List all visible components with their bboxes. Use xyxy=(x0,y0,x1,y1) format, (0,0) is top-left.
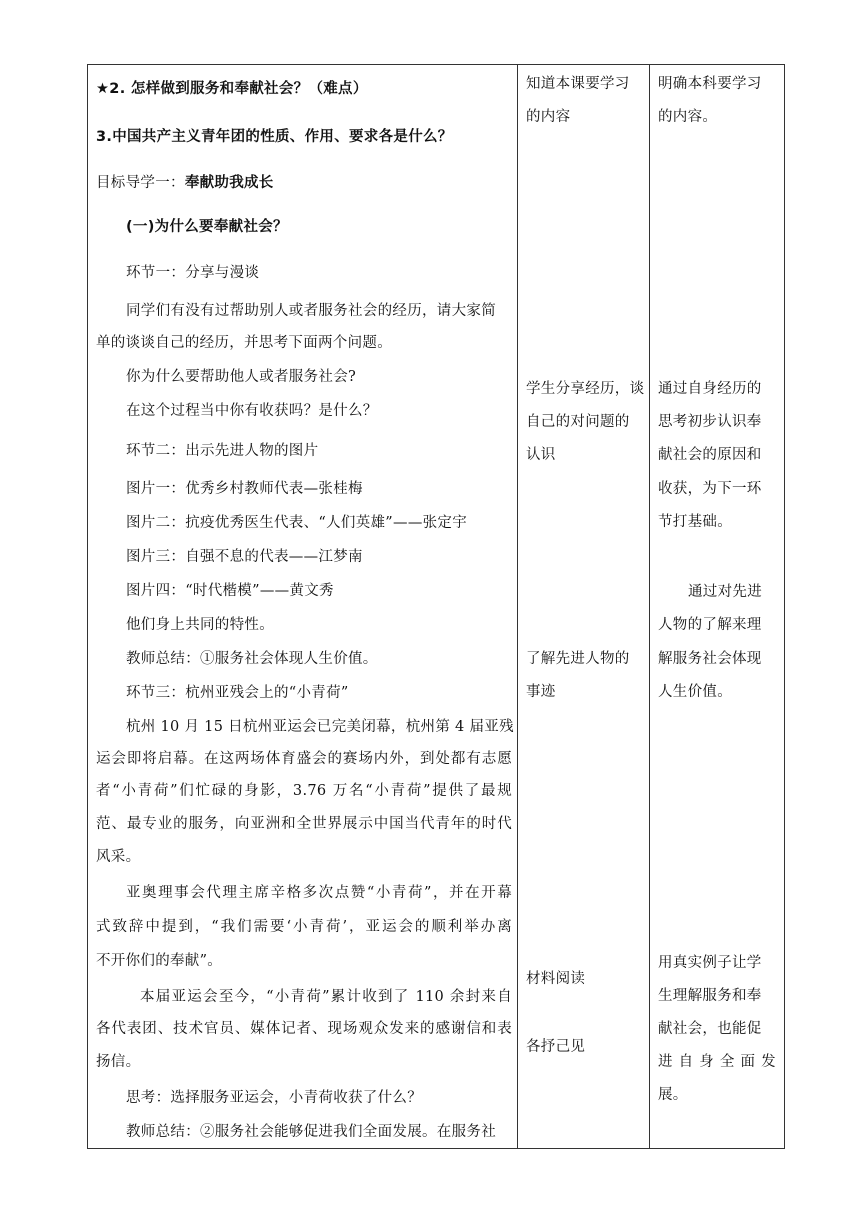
step-2-heading: 环节二：出示先进人物的图片 xyxy=(126,443,319,459)
activity-text: 事迹 xyxy=(526,684,556,700)
intent-text: 的内容。 xyxy=(658,109,718,125)
intent-text: 通过自身经历的 xyxy=(658,381,762,397)
picture-3-caption: 图片三：自强不息的代表——江梦南 xyxy=(126,549,363,565)
think-question: 思考：选择服务亚运会，小青荷收获了什么？ xyxy=(126,1090,422,1106)
picture-1-caption: 图片一：优秀乡村教师代表—张桂梅 xyxy=(126,481,363,497)
paragraph-line: 扬信。 xyxy=(96,1054,141,1070)
target-heading xyxy=(96,173,274,193)
student-activity-column xyxy=(518,65,649,1148)
intent-text: 节打基础。 xyxy=(658,514,732,530)
target-title: 奉献助我成长 xyxy=(184,175,274,191)
intent-text: 献社会，也能促 xyxy=(658,1021,762,1037)
picture-2-caption: 图片二：抗疫优秀医生代表、“人们英雄”——张定宇 xyxy=(126,515,468,531)
paragraph-line: 不开你们的奉献”。 xyxy=(96,953,223,969)
activity-text: 材料阅读 xyxy=(526,971,586,987)
paragraph-line: 各代表团、技术官员、媒体记者、现场观众发来的感谢信和表 xyxy=(96,1021,512,1037)
picture-4-caption: 图片四：“时代楷模”——黄文秀 xyxy=(126,583,334,599)
step-1-heading: 环节一：分享与漫谈 xyxy=(126,265,260,281)
learning-goal-3: 3.中国共产主义青年团的性质、作用、要求各是什么？ xyxy=(96,129,453,145)
intent-text: 用真实例子让学 xyxy=(658,955,762,971)
activity-text: 学生分享经历，谈 xyxy=(526,381,645,397)
activity-text: 了解先进人物的 xyxy=(526,651,630,667)
step-3-heading: 环节三：杭州亚残会上的“小青荷” xyxy=(126,685,349,701)
intent-text: 解服务社会体现 xyxy=(658,651,762,667)
intent-text: 明确本科要学习 xyxy=(658,76,762,92)
activity-text: 的内容 xyxy=(526,109,571,125)
activity-text: 知道本课要学习 xyxy=(526,76,630,92)
teacher-summary-1: 教师总结：①服务社会体现人生价值。 xyxy=(126,651,378,667)
lesson-plan-table xyxy=(87,64,785,1149)
paragraph-line: 杭州 10 月 15 日杭州亚运会已完美闭幕，杭州第 4 届亚残 xyxy=(126,719,514,735)
target-label: 目标导学一： xyxy=(96,175,185,191)
intent-text: 收获，为下一环 xyxy=(658,481,762,497)
intent-text: 思考初步认识奉 xyxy=(658,414,762,430)
paragraph-line: 单的谈谈自己的经历，并思考下面两个问题。 xyxy=(96,335,392,351)
paragraph-line: 同学们有没有过帮助别人或者服务社会的经历，请大家简 xyxy=(126,303,496,319)
intent-text: 献社会的原因和 xyxy=(658,447,762,463)
teaching-content-column xyxy=(88,65,517,1148)
common-traits-text: 他们身上共同的特性。 xyxy=(126,617,274,633)
paragraph-line: 亚奥理事会代理主席辛格多次点赞“小青荷”，并在开幕 xyxy=(126,885,512,901)
learning-goal-2: ★2. 怎样做到服务和奉献社会？（难点） xyxy=(96,81,368,97)
activity-text: 自己的对问题的 xyxy=(526,414,630,430)
design-intent-column xyxy=(650,65,786,1148)
paragraph-line: 式致辞中提到，“我们需要‘小青荷’，亚运会的顺利举办离 xyxy=(96,919,512,935)
intent-text: 人物的了解来理 xyxy=(658,617,762,633)
question-2: 在这个过程当中你有收获吗？是什么？ xyxy=(126,403,378,419)
intent-text: 通过对先进 xyxy=(688,584,762,600)
paragraph-line: 范、最专业的服务，向亚洲和全世界展示中国当代青年的时代 xyxy=(96,816,512,832)
intent-text: 进自身全面发 xyxy=(658,1054,776,1070)
intent-text: 人生价值。 xyxy=(658,684,732,700)
paragraph-line: 风采。 xyxy=(96,849,141,865)
activity-text: 各抒己见 xyxy=(526,1039,586,1055)
activity-text: 认识 xyxy=(526,447,556,463)
intent-text: 展。 xyxy=(658,1087,688,1103)
intent-text: 生理解服务和奉 xyxy=(658,988,762,1004)
question-1: 你为什么要帮助他人或者服务社会? xyxy=(126,369,357,385)
paragraph-line: 者“小青荷”们忙碌的身影，3.76 万名“小青荷”提供了最规 xyxy=(96,783,512,799)
paragraph-line: 运会即将启幕。在这两场体育盛会的赛场内外，到处都有志愿 xyxy=(96,751,512,767)
paragraph-line: 本届亚运会至今，“小青荷”累计收到了 110 余封来自 xyxy=(140,989,512,1005)
section-heading: (一)为什么要奉献社会？ xyxy=(126,219,288,235)
teacher-summary-2: 教师总结：②服务社会能够促进我们全面发展。在服务社 xyxy=(126,1124,496,1140)
